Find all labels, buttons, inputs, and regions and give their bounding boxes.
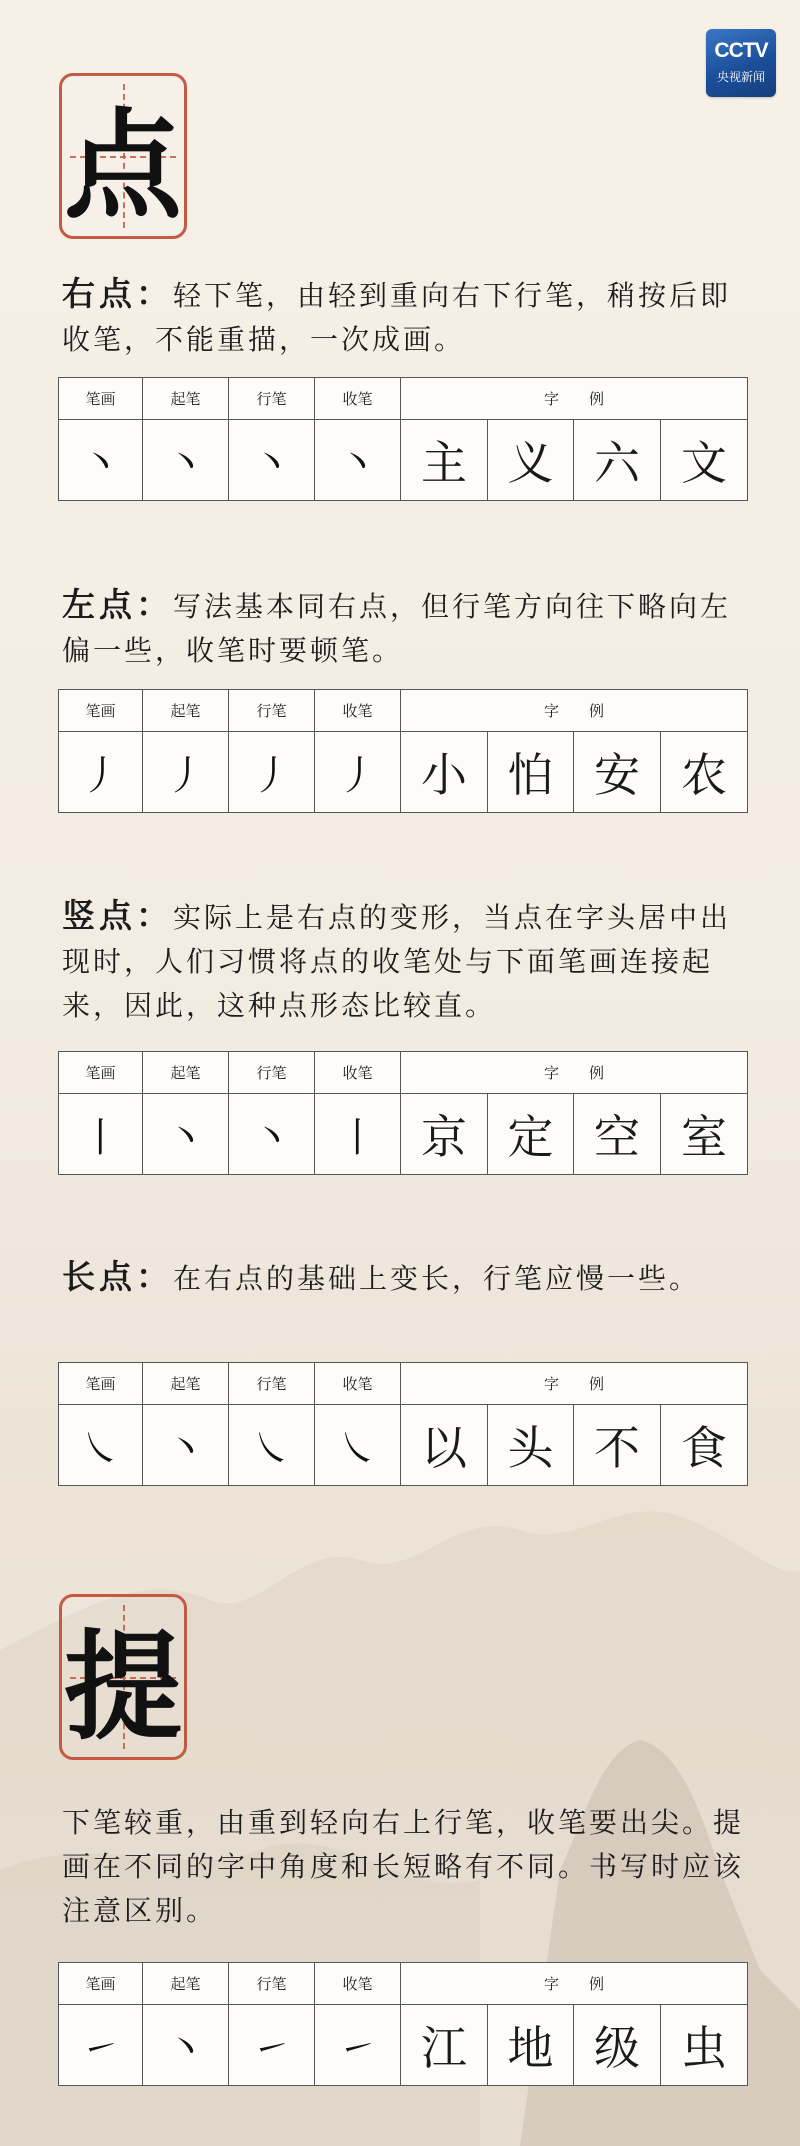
stroke-cell: 丨 [59,1094,143,1175]
header-end: 收笔 [315,378,401,420]
stroke-start-cell: 丶 [143,1405,229,1486]
example-char: 食 [661,1405,748,1486]
desc-text: 下笔较重，由重到轻向右上行笔，收笔要出尖。提画在不同的字中角度和长短略有不同。书写时应该注意区别。 [62,1806,745,1927]
example-char: 空 [574,1094,661,1175]
stroke-table-long-dot [58,1362,748,1486]
stroke-move-cell: ㇏ [229,1405,315,1486]
table-body-row [59,420,748,501]
example-char: 不 [574,1405,661,1486]
example-char: 室 [661,1094,748,1175]
stroke-table-right-dot [58,377,748,501]
stroke-end-cell: ㇏ [315,1405,401,1486]
table-header-row [59,378,748,420]
example-char: 主 [401,420,488,501]
header-stroke: 笔画 [59,378,143,420]
example-char: 怕 [488,732,574,813]
header-examples: 字 例 [401,1052,748,1094]
table-body-row [59,732,748,813]
title-char-ti: 提 [63,1617,182,1756]
stroke-table-left-dot [58,689,748,813]
header-stroke: 笔画 [59,690,143,732]
title-char-dian: 点 [63,96,182,235]
example-char: 安 [574,732,661,813]
example-char: 京 [401,1094,488,1175]
desc-text: 在右点的基础上变长，行笔应慢一些。 [173,1262,701,1295]
desc-long-dot [62,1255,752,1301]
stroke-end-cell: 丨 [315,1094,401,1175]
example-char: 农 [661,732,748,813]
desc-ti-stroke [62,1799,752,1933]
example-char: 文 [661,420,748,501]
example-char: 江 [401,2005,488,2086]
desc-text: 轻下笔，由轻到重向右下行笔，稍按后即收笔，不能重描，一次成画。 [62,279,732,356]
logo-news-text: 央视新闻 [716,70,765,84]
stroke-end-cell: 丶 [315,420,401,501]
example-char: 义 [488,420,574,501]
desc-text: 写法基本同右点，但行笔方向往下略向左偏一些，收笔时要顿笔。 [62,590,732,667]
table-header-row [59,1963,748,2005]
header-examples: 字 例 [401,1963,748,2005]
header-move: 行笔 [229,1052,315,1094]
header-stroke: 笔画 [59,1052,143,1094]
header-examples: 字 例 [401,1363,748,1405]
stroke-start-cell: 丶 [143,420,229,501]
desc-label: 左点： [62,585,173,624]
stroke-end-cell: ㇀ [315,2005,401,2086]
table-body-row [59,1405,748,1486]
header-stroke: 笔画 [59,1363,143,1405]
title-char-box-ti [59,1594,187,1760]
table-body-row [59,2005,748,2086]
header-start: 起笔 [143,1963,229,2005]
stroke-move-cell: ㇀ [229,2005,315,2086]
title-char-box-dian [59,73,187,239]
header-move: 行笔 [229,1963,315,2005]
header-stroke: 笔画 [59,1963,143,2005]
stroke-cell: ㇀ [59,2005,143,2086]
stroke-table-ti [58,1962,748,2086]
example-char: 级 [574,2005,661,2086]
header-end: 收笔 [315,690,401,732]
cctv-news-logo [706,29,776,97]
header-move: 行笔 [229,1363,315,1405]
stroke-start-cell: 丶 [143,2005,229,2086]
header-start: 起笔 [143,1363,229,1405]
example-char: 六 [574,420,661,501]
header-move: 行笔 [229,378,315,420]
header-move: 行笔 [229,690,315,732]
header-end: 收笔 [315,1963,401,2005]
example-char: 定 [488,1094,574,1175]
stroke-start-cell: 丿 [143,732,229,813]
example-char: 以 [401,1405,488,1486]
stroke-cell: 丶 [59,420,143,501]
desc-text: 实际上是右点的变形，当点在字头居中出现时，人们习惯将点的收笔处与下面笔画连接起来，因此，这种点形态比较直。 [62,901,732,1022]
stroke-cell: 丿 [59,732,143,813]
stroke-move-cell: 丶 [229,420,315,501]
header-end: 收笔 [315,1052,401,1094]
logo-cctv-text: CCTV [714,39,768,62]
example-char: 地 [488,2005,574,2086]
example-char: 虫 [661,2005,748,2086]
header-start: 起笔 [143,1052,229,1094]
header-examples: 字 例 [401,378,748,420]
header-examples: 字 例 [401,690,748,732]
stroke-start-cell: 丶 [143,1094,229,1175]
example-char: 小 [401,732,488,813]
stroke-end-cell: 丿 [315,732,401,813]
table-header-row [59,1052,748,1094]
desc-right-dot [62,272,752,362]
desc-vertical-dot [62,894,752,1028]
header-start: 起笔 [143,690,229,732]
table-header-row [59,690,748,732]
header-start: 起笔 [143,378,229,420]
desc-label: 右点： [62,274,173,313]
desc-label: 长点： [62,1257,173,1296]
header-end: 收笔 [315,1363,401,1405]
stroke-table-vertical-dot [58,1051,748,1175]
example-char: 头 [488,1405,574,1486]
table-header-row [59,1363,748,1405]
desc-left-dot [62,583,752,673]
table-body-row [59,1094,748,1175]
desc-label: 竖点： [62,896,173,935]
stroke-move-cell: 丿 [229,732,315,813]
stroke-cell: ㇏ [59,1405,143,1486]
stroke-move-cell: 丶 [229,1094,315,1175]
